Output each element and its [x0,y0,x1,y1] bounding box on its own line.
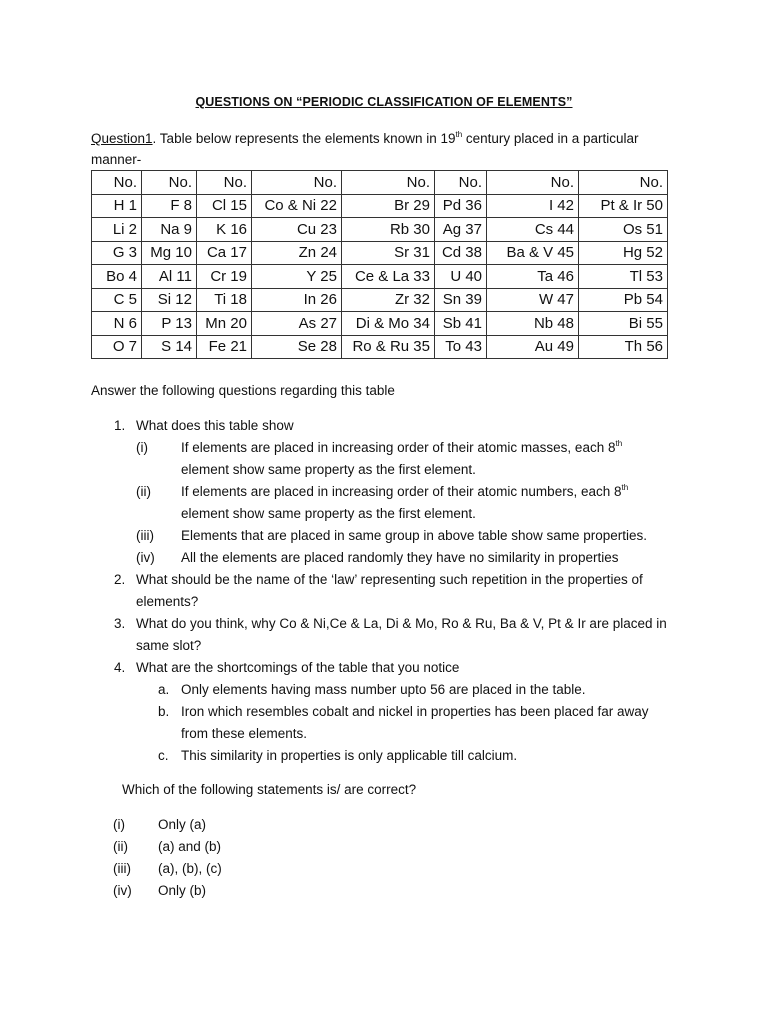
table-cell: Ba & V 45 [487,241,579,265]
table-cell: Fe 21 [197,335,252,359]
table-cell: Cs 44 [487,218,579,242]
table-cell: U 40 [435,265,487,289]
q4-item-label: b. [158,704,170,719]
q4-item-line: Iron which resembles cobalt and nickel in properties has been placed far away [181,704,649,719]
table-cell: Li 2 [92,218,142,242]
table-cell: P 13 [142,312,197,336]
table-cell: W 47 [487,288,579,312]
q1-option-line: All the elements are placed randomly they have no similarity in properties [181,550,619,565]
table-cell: Ca 17 [197,241,252,265]
q3-line: same slot? [136,638,202,653]
table-row [92,288,668,312]
table-cell: Os 51 [579,218,668,242]
header-cell: No. [197,171,252,195]
q1-option-text [181,484,628,499]
table-cell: In 26 [252,288,342,312]
q1-option-text [181,440,622,455]
q4-item-line: This similarity in properties is only applicable till calcium. [181,748,518,763]
table-cell: Al 11 [142,265,197,289]
intro-sup: th [455,130,463,139]
q3-line: What do you think, why Co & Ni,Ce & La, Di & Mo, Ro & Ru, Ba & V, Pt & Ir are placed in [136,616,667,631]
table-cell: Ta 46 [487,265,579,289]
table-cell: Di & Mo 34 [342,312,435,336]
q2-line: What should be the name of the ‘law’ representing such repetition in the properties of [136,572,643,587]
table-cell: Pd 36 [435,194,487,218]
q3-number: 3. [114,616,126,631]
table-cell: S 14 [142,335,197,359]
q4-number: 4. [114,660,126,675]
table-cell: Ce & La 33 [342,265,435,289]
table-cell: Pb 54 [579,288,668,312]
table-row [92,335,668,359]
q4-item-label: a. [158,682,170,697]
q1-option-label: (i) [136,440,148,455]
table-cell: Se 28 [252,335,342,359]
table-row [92,194,668,218]
table-cell: K 16 [197,218,252,242]
table-cell: Bo 4 [92,265,142,289]
table-row [92,218,668,242]
table-cell: Tl 53 [579,265,668,289]
q1-option-line: If elements are placed in increasing order of their atomic numbers, each 8 [181,484,622,499]
table-cell: Cr 19 [197,265,252,289]
intro-text-a: . Table below represents the elements known in 19 [152,131,456,146]
table-cell: C 5 [92,288,142,312]
q2-line: elements? [136,594,199,609]
answer-intro: Answer the following questions regarding this table [91,383,395,398]
header-cell: No. [487,171,579,195]
choice-text: Only (a) [158,817,207,832]
which-question: Which of the following statements is/ are correct? [122,782,417,797]
table-row [92,265,668,289]
table-cell: Ro & Ru 35 [342,335,435,359]
table-cell: Co & Ni 22 [252,194,342,218]
intro-text-c: manner- [91,152,142,167]
q1-text: What does this table show [136,418,294,433]
choice-label: (iv) [113,883,132,898]
table-cell: F 8 [142,194,197,218]
choice-text: (a), (b), (c) [158,861,222,876]
table-cell: Sr 31 [342,241,435,265]
q1-option-label: (ii) [136,484,151,499]
header-cell: No. [92,171,142,195]
choice-label: (i) [113,817,125,832]
table-cell: Si 12 [142,288,197,312]
table-cell: Bi 55 [579,312,668,336]
q4-item-line: Only elements having mass number upto 56 are placed in the table. [181,682,586,697]
table-cell: Cl 15 [197,194,252,218]
table-cell: Sn 39 [435,288,487,312]
table-cell: N 6 [92,312,142,336]
table-cell: Sb 41 [435,312,487,336]
header-cell: No. [579,171,668,195]
page-title: QUESTIONS ON “PERIODIC CLASSIFICATION OF ELEMENTS” [195,95,573,109]
choice-label: (iii) [113,861,131,876]
header-cell: No. [142,171,197,195]
q4-item-line: from these elements. [181,726,308,741]
q1-option-sup: th [615,439,623,448]
table-cell: Pt & Ir 50 [579,194,668,218]
table-cell: Y 25 [252,265,342,289]
table-header-row [92,171,668,195]
table-cell: Cd 38 [435,241,487,265]
q1-option-sup: th [621,483,629,492]
table-row [92,312,668,336]
q1-option-line: element show same property as the first element. [181,506,476,521]
question1-label: Question1 [91,131,153,146]
table-cell: O 7 [92,335,142,359]
table-cell: Hg 52 [579,241,668,265]
elements-table [91,170,668,359]
table-cell: As 27 [252,312,342,336]
q4-item-label: c. [158,748,169,763]
header-cell: No. [252,171,342,195]
table-cell: Mn 20 [197,312,252,336]
table-cell: To 43 [435,335,487,359]
table-cell: Zn 24 [252,241,342,265]
table-cell: Nb 48 [487,312,579,336]
table-cell: Ag 37 [435,218,487,242]
q1-option-label: (iii) [136,528,154,543]
table-cell: Ti 18 [197,288,252,312]
choice-text: Only (b) [158,883,207,898]
table-cell: Rb 30 [342,218,435,242]
q4-text: What are the shortcomings of the table that you notice [136,660,460,675]
q2-number: 2. [114,572,126,587]
q1-number: 1. [114,418,126,433]
table-cell: Mg 10 [142,241,197,265]
table-cell: G 3 [92,241,142,265]
table-cell: Na 9 [142,218,197,242]
q1-option-label: (iv) [136,550,155,565]
q1-option-line: If elements are placed in increasing order of their atomic masses, each 8 [181,440,616,455]
question1-intro [91,128,691,170]
table-cell: Br 29 [342,194,435,218]
choice-label: (ii) [113,839,128,854]
q1-option-line: element show same property as the first element. [181,462,476,477]
table-row [92,241,668,265]
table-cell: Au 49 [487,335,579,359]
table-cell: Th 56 [579,335,668,359]
intro-text-b: century placed in a particular [462,131,639,146]
table-cell: H 1 [92,194,142,218]
header-cell: No. [342,171,435,195]
table-cell: Zr 32 [342,288,435,312]
q1-option-line: Elements that are placed in same group in above table show same properties. [181,528,648,543]
choice-text: (a) and (b) [158,839,222,854]
header-cell: No. [435,171,487,195]
table-cell: I 42 [487,194,579,218]
table-cell: Cu 23 [252,218,342,242]
